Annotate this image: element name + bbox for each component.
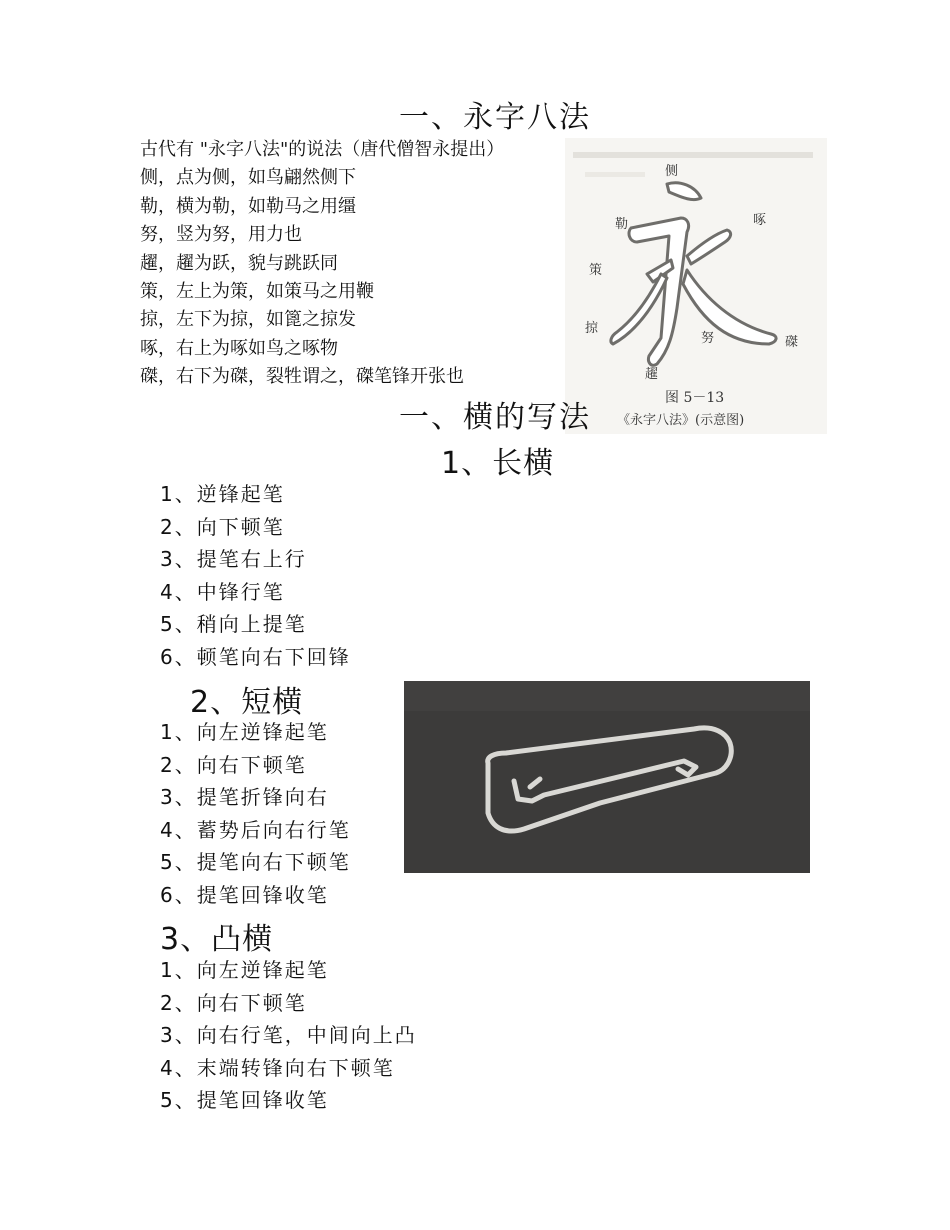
list-item: 5、稍向上提笔 — [160, 612, 307, 636]
yong-character-figure — [565, 138, 827, 434]
label-nu: 努 — [701, 331, 715, 346]
long-heng-steps — [160, 478, 351, 673]
intro-line: 努，竖为努，用力也 — [140, 224, 302, 246]
intro-line: 勒，横为勒，如勒马之用缰 — [140, 195, 356, 217]
list-item: 1、向左逆锋起笔 — [160, 720, 329, 744]
list-item: 3、向右行笔，中间向上凸 — [160, 1023, 417, 1047]
list-item: 5、提笔回锋收笔 — [160, 1088, 329, 1112]
list-item: 4、末端转锋向右下顿笔 — [160, 1055, 395, 1080]
list-item: 4、中锋行笔 — [160, 579, 285, 604]
label-ce: 侧 — [665, 164, 679, 179]
list-item: 6、顿笔向右下回锋 — [160, 644, 351, 669]
intro-line: 策，左上为策，如策马之用鞭 — [140, 281, 374, 303]
list-item: 4、蓄势后向右行笔 — [160, 817, 351, 842]
list-item: 1、向左逆锋起笔 — [160, 958, 329, 982]
list-item: 2、向右下顿笔 — [160, 990, 307, 1015]
figure-number: 图 5－13 — [665, 390, 725, 406]
list-item: 1、逆锋起笔 — [160, 482, 285, 506]
intro-line: 侧，点为侧，如鸟翩然侧下 — [140, 167, 356, 189]
label-ce2: 策 — [589, 263, 603, 278]
section-title-heng: 一、横的写法 — [399, 400, 591, 435]
intro-line: 掠，左下为掠，如篦之掠发 — [140, 309, 356, 331]
label-zhe: 磔 — [785, 335, 799, 350]
intro-line: 趯，趯为跃，貌与跳跃同 — [140, 252, 338, 274]
list-item: 3、提笔折锋向右 — [160, 785, 329, 809]
short-heng-steps — [160, 716, 351, 911]
convex-heng-title: 3、凸横 — [160, 922, 274, 957]
convex-heng-steps — [160, 954, 417, 1117]
list-item: 2、向右下顿笔 — [160, 752, 307, 777]
label-ti: 趯 — [645, 367, 659, 382]
list-item: 6、提笔回锋收笔 — [160, 882, 329, 907]
list-item: 3、提笔右上行 — [160, 547, 307, 571]
intro-line: 磔，右下为磔，裂牲谓之，磔笔锋开张也 — [140, 366, 464, 388]
short-heng-title: 2、短横 — [190, 685, 304, 720]
yong-intro-block — [140, 136, 504, 392]
long-heng-title: 1、长横 — [441, 446, 555, 481]
label-zhuo: 啄 — [753, 213, 767, 228]
list-item: 2、向下顿笔 — [160, 514, 285, 539]
list-item: 5、提笔向右下顿笔 — [160, 850, 351, 874]
label-lue: 掠 — [585, 321, 599, 336]
figure-caption: 《永字八法》(示意图) — [617, 413, 745, 428]
heng-stroke-photo — [404, 681, 810, 873]
label-le: 勒 — [615, 217, 629, 232]
section-title-yong: 一、永字八法 — [399, 100, 591, 135]
intro-line: 啄，右上为啄如鸟之啄物 — [140, 337, 338, 359]
intro-line: 古代有 "永字八法"的说法（唐代僧智永提出） — [140, 139, 505, 160]
